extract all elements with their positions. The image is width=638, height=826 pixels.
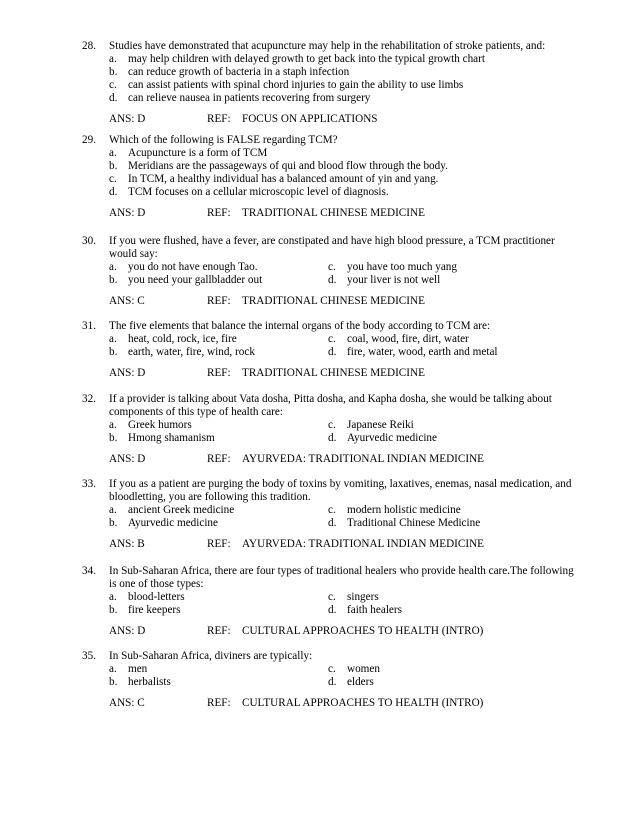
option-b: [109, 432, 215, 445]
option-text: men: [128, 663, 148, 675]
option-letter: b.: [109, 432, 118, 444]
question-number: 31.: [82, 320, 96, 332]
ans-label: ANS:: [109, 453, 135, 465]
ref-label: REF:: [207, 113, 231, 125]
option-text: heat, cold, rock, ice, fire: [128, 333, 237, 345]
option-text: Acupuncture is a form of TCM: [128, 147, 268, 159]
answer-line: [82, 625, 582, 638]
question-29: [82, 134, 582, 220]
option-text: may help children with delayed growth to get back into the typical growth chart: [128, 53, 485, 65]
ref-value: TRADITIONAL CHINESE MEDICINE: [242, 295, 425, 307]
ref-label: REF:: [207, 207, 231, 219]
options-row-1: [82, 261, 582, 274]
question-number: 30.: [82, 235, 96, 247]
options-row-2: [82, 604, 582, 617]
question-stem-line: [82, 40, 582, 53]
option-c: [328, 333, 469, 346]
option-letter: b.: [109, 66, 118, 78]
ref-value: AYURVEDA: TRADITIONAL INDIAN MEDICINE: [242, 538, 484, 550]
option-letter: a.: [109, 419, 117, 431]
answer-line: [82, 295, 582, 308]
question-28: [82, 40, 582, 126]
question-stem: In Sub-Saharan Africa, diviners are typically:: [109, 650, 313, 662]
option-letter: a.: [109, 333, 117, 345]
answer: [109, 697, 145, 710]
answer-line: [82, 113, 582, 126]
option-text: TCM focuses on a cellular microscopic level of diagnosis.: [128, 186, 389, 198]
option-letter: b.: [109, 160, 118, 172]
option-b: [82, 66, 582, 79]
answer: [109, 295, 145, 308]
option-letter: b.: [109, 346, 118, 358]
ans-label: ANS:: [109, 538, 135, 550]
ans-value: D: [137, 625, 146, 637]
question-stem: If you as a patient are purging the body of toxins by vomiting, laxatives, enemas, nasal medication, and bloodletting, you are following this tradition.: [109, 478, 572, 503]
options-row-2: [82, 346, 582, 359]
option-d: [82, 92, 582, 105]
question-number: 33.: [82, 478, 96, 490]
answer-line: [82, 697, 582, 710]
option-text: In TCM, a healthy individual has a balanced amount of yin and yang.: [128, 173, 439, 185]
option-c: [82, 173, 582, 186]
answer-line: [82, 538, 582, 551]
option-letter: a.: [109, 261, 117, 273]
option-a: [109, 261, 258, 274]
option-text: faith healers: [347, 604, 402, 616]
question-33: [82, 478, 582, 551]
options-row-1: [82, 419, 582, 432]
ref-value: AYURVEDA: TRADITIONAL INDIAN MEDICINE: [242, 453, 484, 465]
option-letter: d.: [328, 274, 337, 286]
options-row-2: [82, 432, 582, 445]
option-d: [328, 676, 374, 689]
option-letter: b.: [109, 604, 118, 616]
question-stem-line: [82, 478, 582, 504]
option-letter: c.: [109, 173, 117, 185]
option-letter: d.: [109, 186, 118, 198]
option-letter: c.: [328, 663, 336, 675]
option-letter: b.: [109, 274, 118, 286]
option-b: [109, 604, 181, 617]
option-c: [328, 261, 457, 274]
ans-value: D: [137, 207, 146, 219]
question-stem: In Sub-Saharan Africa, there are four types of traditional healers who provide health care.The following is one of those types:: [109, 565, 574, 590]
question-stem: Studies have demonstrated that acupuncture may help in the rehabilitation of stroke patients, and:: [109, 40, 546, 52]
option-text: Japanese Reiki: [347, 419, 414, 431]
option-text: Greek humors: [128, 419, 192, 431]
option-d: [328, 517, 480, 530]
option-a: [109, 591, 185, 604]
question-35: [82, 650, 582, 710]
answer-line: [82, 207, 582, 220]
option-text: ancient Greek medicine: [128, 504, 235, 516]
option-text: earth, water, fire, wind, rock: [128, 346, 255, 358]
option-letter: c.: [328, 261, 336, 273]
ref-label: REF:: [207, 367, 231, 379]
option-text: you do not have enough Tao.: [128, 261, 258, 273]
option-b: [109, 346, 255, 359]
option-letter: d.: [328, 517, 337, 529]
option-a: [109, 419, 192, 432]
question-number: 34.: [82, 565, 96, 577]
option-text: coal, wood, fire, dirt, water: [347, 333, 469, 345]
option-letter: b.: [109, 676, 118, 688]
ref-value: TRADITIONAL CHINESE MEDICINE: [242, 207, 425, 219]
option-text: you have too much yang: [347, 261, 457, 273]
option-letter: a.: [109, 504, 117, 516]
question-30: [82, 235, 582, 308]
answer: [109, 207, 145, 220]
question-34: [82, 565, 582, 638]
question-stem: If a provider is talking about Vata dosha, Pitta dosha, and Kapha dosha, she would be talking about components of this type of health care:: [109, 393, 552, 418]
option-letter: d.: [109, 92, 118, 104]
option-letter: a.: [109, 663, 117, 675]
ref-value: TRADITIONAL CHINESE MEDICINE: [242, 367, 425, 379]
option-letter: d.: [328, 604, 337, 616]
option-text: fire, water, wood, earth and metal: [347, 346, 498, 358]
ans-value: B: [137, 538, 145, 550]
answer-line: [82, 367, 582, 380]
option-c: [82, 79, 582, 92]
option-text: Ayurvedic medicine: [347, 432, 437, 444]
option-text: blood-letters: [128, 591, 185, 603]
ans-label: ANS:: [109, 207, 135, 219]
options-row-2: [82, 676, 582, 689]
option-text: singers: [347, 591, 379, 603]
question-number: 28.: [82, 40, 96, 52]
question-stem-line: [82, 650, 582, 663]
option-text: elders: [347, 676, 374, 688]
option-d: [328, 432, 437, 445]
option-text: fire keepers: [128, 604, 181, 616]
question-31: [82, 320, 582, 380]
option-b: [82, 160, 582, 173]
option-letter: d.: [328, 346, 337, 358]
ans-label: ANS:: [109, 113, 135, 125]
options-row-1: [82, 504, 582, 517]
ref-label: REF:: [207, 295, 231, 307]
question-stem: If you were flushed, have a fever, are constipated and have high blood pressure, a TCM practitioner would say:: [109, 235, 555, 260]
option-c: [328, 591, 379, 604]
option-d: [328, 274, 440, 287]
option-c: [328, 663, 380, 676]
option-d: [82, 186, 582, 199]
option-letter: c.: [328, 333, 336, 345]
option-text: can relieve nausea in patients recovering from surgery: [128, 92, 371, 104]
question-stem-line: [82, 393, 582, 419]
question-number: 32.: [82, 393, 96, 405]
options-row-1: [82, 333, 582, 346]
ans-value: D: [137, 113, 146, 125]
option-a: [82, 53, 582, 66]
options-row-2: [82, 517, 582, 530]
option-letter: a.: [109, 53, 117, 65]
question-stem-line: [82, 565, 582, 591]
ref-value: CULTURAL APPROACHES TO HEALTH (INTRO): [242, 697, 484, 709]
question-stem: Which of the following is FALSE regarding TCM?: [109, 134, 338, 146]
option-b: [109, 676, 171, 689]
answer: [109, 538, 145, 551]
ans-value: C: [137, 295, 145, 307]
option-text: your liver is not well: [347, 274, 441, 286]
option-c: [328, 504, 461, 517]
question-stem-line: [82, 320, 582, 333]
option-text: women: [347, 663, 380, 675]
option-text: can reduce growth of bacteria in a staph infection: [128, 66, 350, 78]
option-d: [328, 604, 402, 617]
ans-value: D: [137, 367, 146, 379]
question-number: 35.: [82, 650, 96, 662]
question-stem: The five elements that balance the internal organs of the body according to TCM are:: [109, 320, 491, 332]
options-row-1: [82, 591, 582, 604]
option-text: Traditional Chinese Medicine: [347, 517, 481, 529]
option-a: [109, 333, 237, 346]
option-c: [328, 419, 414, 432]
option-letter: c.: [328, 504, 336, 516]
option-text: Meridians are the passageways of qui and blood flow through the body.: [128, 160, 448, 172]
options-row-2: [82, 274, 582, 287]
ans-value: D: [137, 453, 146, 465]
question-stem-line: [82, 235, 582, 261]
option-letter: c.: [328, 419, 336, 431]
option-letter: d.: [328, 432, 337, 444]
option-letter: c.: [328, 591, 336, 603]
ref-label: REF:: [207, 538, 231, 550]
answer-line: [82, 453, 582, 466]
options-row-1: [82, 663, 582, 676]
ref-value: CULTURAL APPROACHES TO HEALTH (INTRO): [242, 625, 484, 637]
answer: [109, 625, 145, 638]
ans-label: ANS:: [109, 367, 135, 379]
answer: [109, 453, 145, 466]
ref-value: FOCUS ON APPLICATIONS: [242, 113, 378, 125]
ans-label: ANS:: [109, 295, 135, 307]
answer: [109, 113, 145, 126]
ref-label: REF:: [207, 453, 231, 465]
option-b: [109, 517, 218, 530]
option-text: Ayurvedic medicine: [128, 517, 218, 529]
option-letter: b.: [109, 517, 118, 529]
option-letter: a.: [109, 147, 117, 159]
option-text: herbalists: [128, 676, 171, 688]
question-number: 29.: [82, 134, 96, 146]
ans-label: ANS:: [109, 697, 135, 709]
ref-label: REF:: [207, 697, 231, 709]
option-letter: a.: [109, 591, 117, 603]
option-text: can assist patients with spinal chord injuries to gain the ability to use limbs: [128, 79, 464, 91]
option-text: modern holistic medicine: [347, 504, 461, 516]
option-letter: c.: [109, 79, 117, 91]
option-text: you need your gallbladder out: [128, 274, 263, 286]
option-d: [328, 346, 498, 359]
answer: [109, 367, 145, 380]
ans-label: ANS:: [109, 625, 135, 637]
ref-label: REF:: [207, 625, 231, 637]
ans-value: C: [137, 697, 145, 709]
question-32: [82, 393, 582, 466]
option-a: [109, 504, 234, 517]
question-stem-line: [82, 134, 582, 147]
option-text: Hmong shamanism: [128, 432, 215, 444]
option-b: [109, 274, 262, 287]
option-a: [82, 147, 582, 160]
option-a: [109, 663, 147, 676]
option-letter: d.: [328, 676, 337, 688]
